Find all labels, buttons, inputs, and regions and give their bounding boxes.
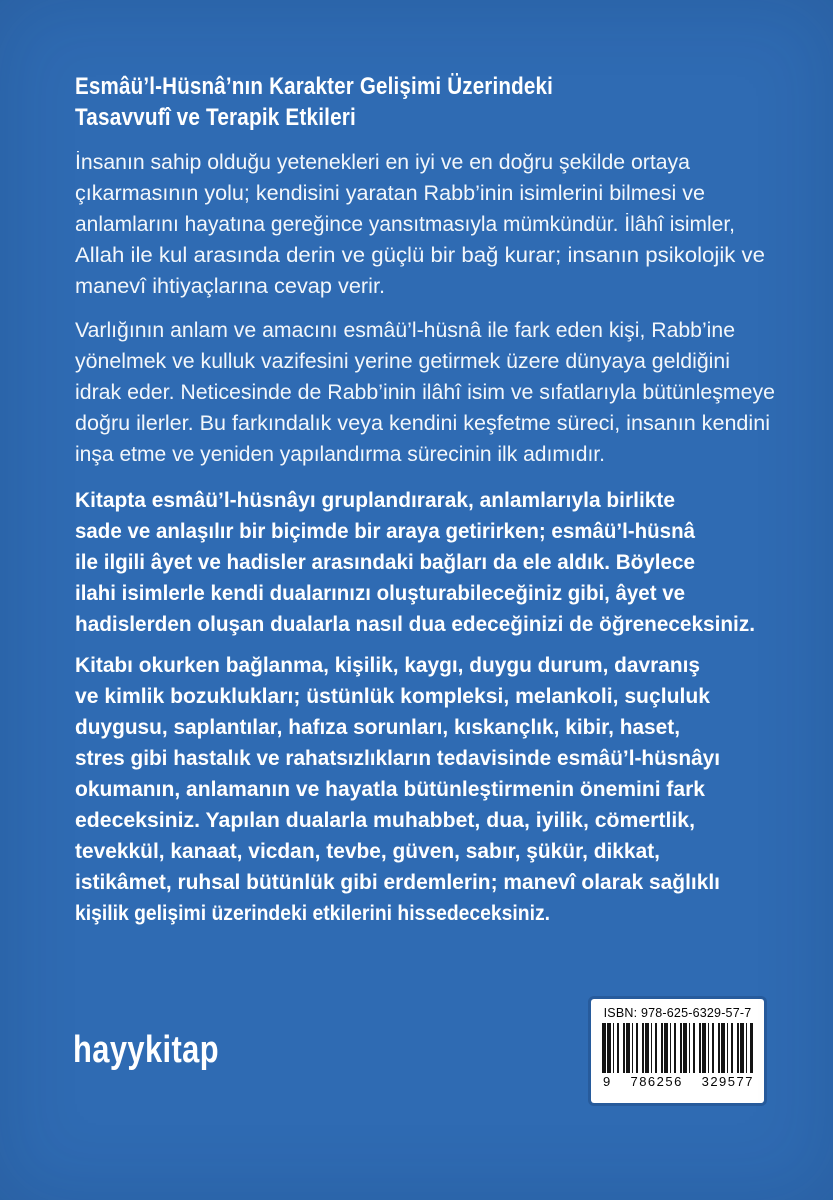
book-title — [75, 71, 775, 133]
synopsis-paragraph-4 — [75, 650, 775, 929]
text-line: Kitapta esmâü’l-hüsnâyı gruplandırarak, anlamlarıyla birlikte — [75, 489, 675, 512]
text-line: duygusu, saplantılar, hafıza sorunları, kıskançlık, kibir, haset, — [75, 716, 680, 739]
barcode-bars — [602, 1023, 753, 1073]
text-line: yönelmek ve kulluk vazifesini yerine getirmek üzere dünyaya geldiğini — [75, 350, 730, 373]
publisher-logo: hayykitap — [73, 1029, 219, 1071]
synopsis-paragraph-1 — [75, 147, 775, 302]
barcode-digit-group: 9 — [603, 1074, 612, 1089]
text-line: hadislerden oluşan dualarla nasıl dua edeceğinizi de öğreneceksiniz. — [75, 613, 755, 636]
text-line: ile ilgili âyet ve hadisler arasındaki bağları da ele aldık. Böylece — [75, 551, 695, 574]
text-line: Kitabı okurken bağlanma, kişilik, kaygı, duygu durum, davranış — [75, 654, 700, 677]
text-line: stres gibi hastalık ve rahatsızlıkların tedavisinde esmâü’l-hüsnâyı — [75, 747, 720, 770]
text-line: istikâmet, ruhsal bütünlük gibi erdemlerin; manevî olarak sağlıklı — [75, 871, 720, 894]
isbn-number: ISBN: 978-625-6329-57-7 — [603, 1006, 752, 1020]
text-line: anlamlarını hayatına gereğince yansıtmasıyla mümkündür. İlâhî isimler, — [75, 213, 735, 236]
text-line: Allah ile kul arasında derin ve güçlü bir bağ kurar; insanın psikolojik ve — [75, 244, 765, 267]
text-line: ilahi isimlerle kendi dualarınızı oluşturabileceğiniz gibi, âyet ve — [75, 582, 685, 605]
text-line: İnsanın sahip olduğu yetenekleri en iyi ve en doğru şekilde ortaya — [75, 151, 690, 174]
title-line: Tasavvufî ve Terapik Etkileri — [75, 104, 356, 131]
barcode-digit-group: 329577 — [701, 1074, 754, 1089]
synopsis-paragraph-3 — [75, 485, 775, 640]
barcode-digits — [591, 1073, 764, 1089]
synopsis-paragraph-2 — [75, 315, 775, 470]
text-line: çıkarmasının yolu; kendisini yaratan Rabb’inin isimlerini bilmesi ve — [75, 182, 705, 205]
barcode-digit-group: 786256 — [630, 1074, 683, 1089]
isbn-barcode — [591, 999, 764, 1103]
text-line: doğru ilerler. Bu farkındalık veya kendini keşfetme süreci, insanın kendini — [75, 412, 770, 435]
text-line: manevî ihtiyaçlarına cevap verir. — [75, 275, 385, 298]
text-line: tevekkül, kanaat, vicdan, tevbe, güven, sabır, şükür, dikkat, — [75, 840, 660, 863]
text-line: okumanın, anlamanın ve hayatla bütünleştirmenin önemini fark — [75, 778, 705, 801]
text-line: sade ve anlaşılır bir biçimde bir araya getirirken; esmâü’l-hüsnâ — [75, 520, 695, 543]
text-line: edeceksiniz. Yapılan dualarla muhabbet, dua, iyilik, cömertlik, — [75, 809, 695, 832]
title-line: Esmâü’l-Hüsnâ’nın Karakter Gelişimi Üzerindeki — [75, 73, 553, 100]
text-line: inşa etme ve yeniden yapılandırma sürecinin ilk adımıdır. — [75, 443, 605, 466]
text-line: ve kimlik bozuklukları; üstünlük kompleksi, melankoli, suçluluk — [75, 685, 710, 708]
text-line: idrak eder. Neticesinde de Rabb’inin ilâhî isim ve sıfatlarıyla bütünleşmeye — [75, 381, 775, 404]
text-line: Varlığının anlam ve amacını esmâü’l-hüsnâ ile fark eden kişi, Rabb’ine — [75, 319, 735, 342]
back-cover-text-column — [75, 71, 775, 929]
text-line: kişilik gelişimi üzerindeki etkilerini hissedeceksiniz. — [75, 902, 550, 925]
